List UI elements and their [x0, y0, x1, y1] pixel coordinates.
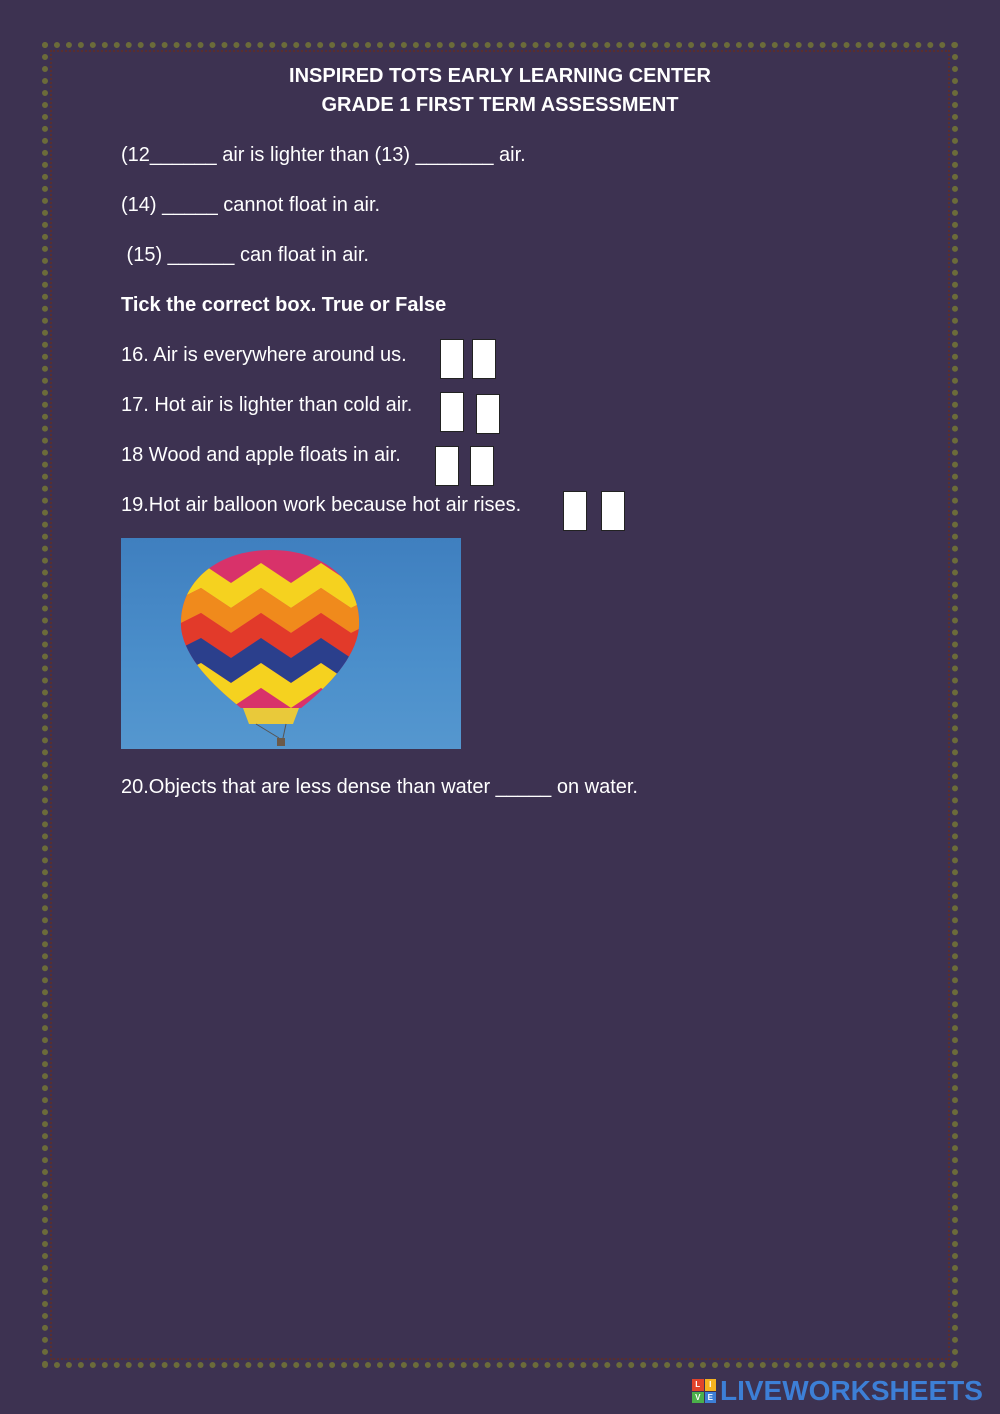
balloon-illustration [121, 538, 461, 749]
logo-text: LIVEWORKSHEETS [720, 1375, 983, 1406]
q18-false-box[interactable] [470, 446, 494, 486]
q17-true-box[interactable] [440, 392, 464, 432]
question-15: (15) ______ can float in air. [121, 244, 369, 266]
logo-cell: I [705, 1379, 717, 1391]
question-16: 16. Air is everywhere around us. [121, 344, 407, 366]
q16-true-box[interactable] [440, 339, 464, 379]
question-17: 17. Hot air is lighter than cold air. [121, 394, 413, 416]
question-12-13: (12______ air is lighter than (13) _______ air. [121, 144, 526, 166]
school-name: INSPIRED TOTS EARLY LEARNING CENTER [289, 65, 711, 87]
page-title [0, 62, 1000, 120]
question-14: (14) _____ cannot float in air. [121, 194, 381, 216]
logo-cell: V [692, 1392, 704, 1404]
logo-cell: L [692, 1379, 704, 1391]
q19-true-box[interactable] [563, 491, 587, 531]
q18-true-box[interactable] [435, 446, 459, 486]
tick-instruction: Tick the correct box. True or False [121, 294, 447, 316]
q17-false-box[interactable] [476, 394, 500, 434]
logo-grid-icon [692, 1379, 716, 1403]
liveworksheets-logo [692, 1376, 983, 1406]
assessment-title: GRADE 1 FIRST TERM ASSESSMENT [321, 94, 679, 116]
hot-air-balloon-image [121, 538, 461, 749]
question-19: 19.Hot air balloon work because hot air rises. [121, 494, 522, 516]
question-18: 18 Wood and apple floats in air. [121, 444, 401, 466]
question-20: 20.Objects that are less dense than water _____ on water. [121, 776, 638, 798]
q19-false-box[interactable] [601, 491, 625, 531]
logo-cell: E [705, 1392, 717, 1404]
q16-false-box[interactable] [472, 339, 496, 379]
